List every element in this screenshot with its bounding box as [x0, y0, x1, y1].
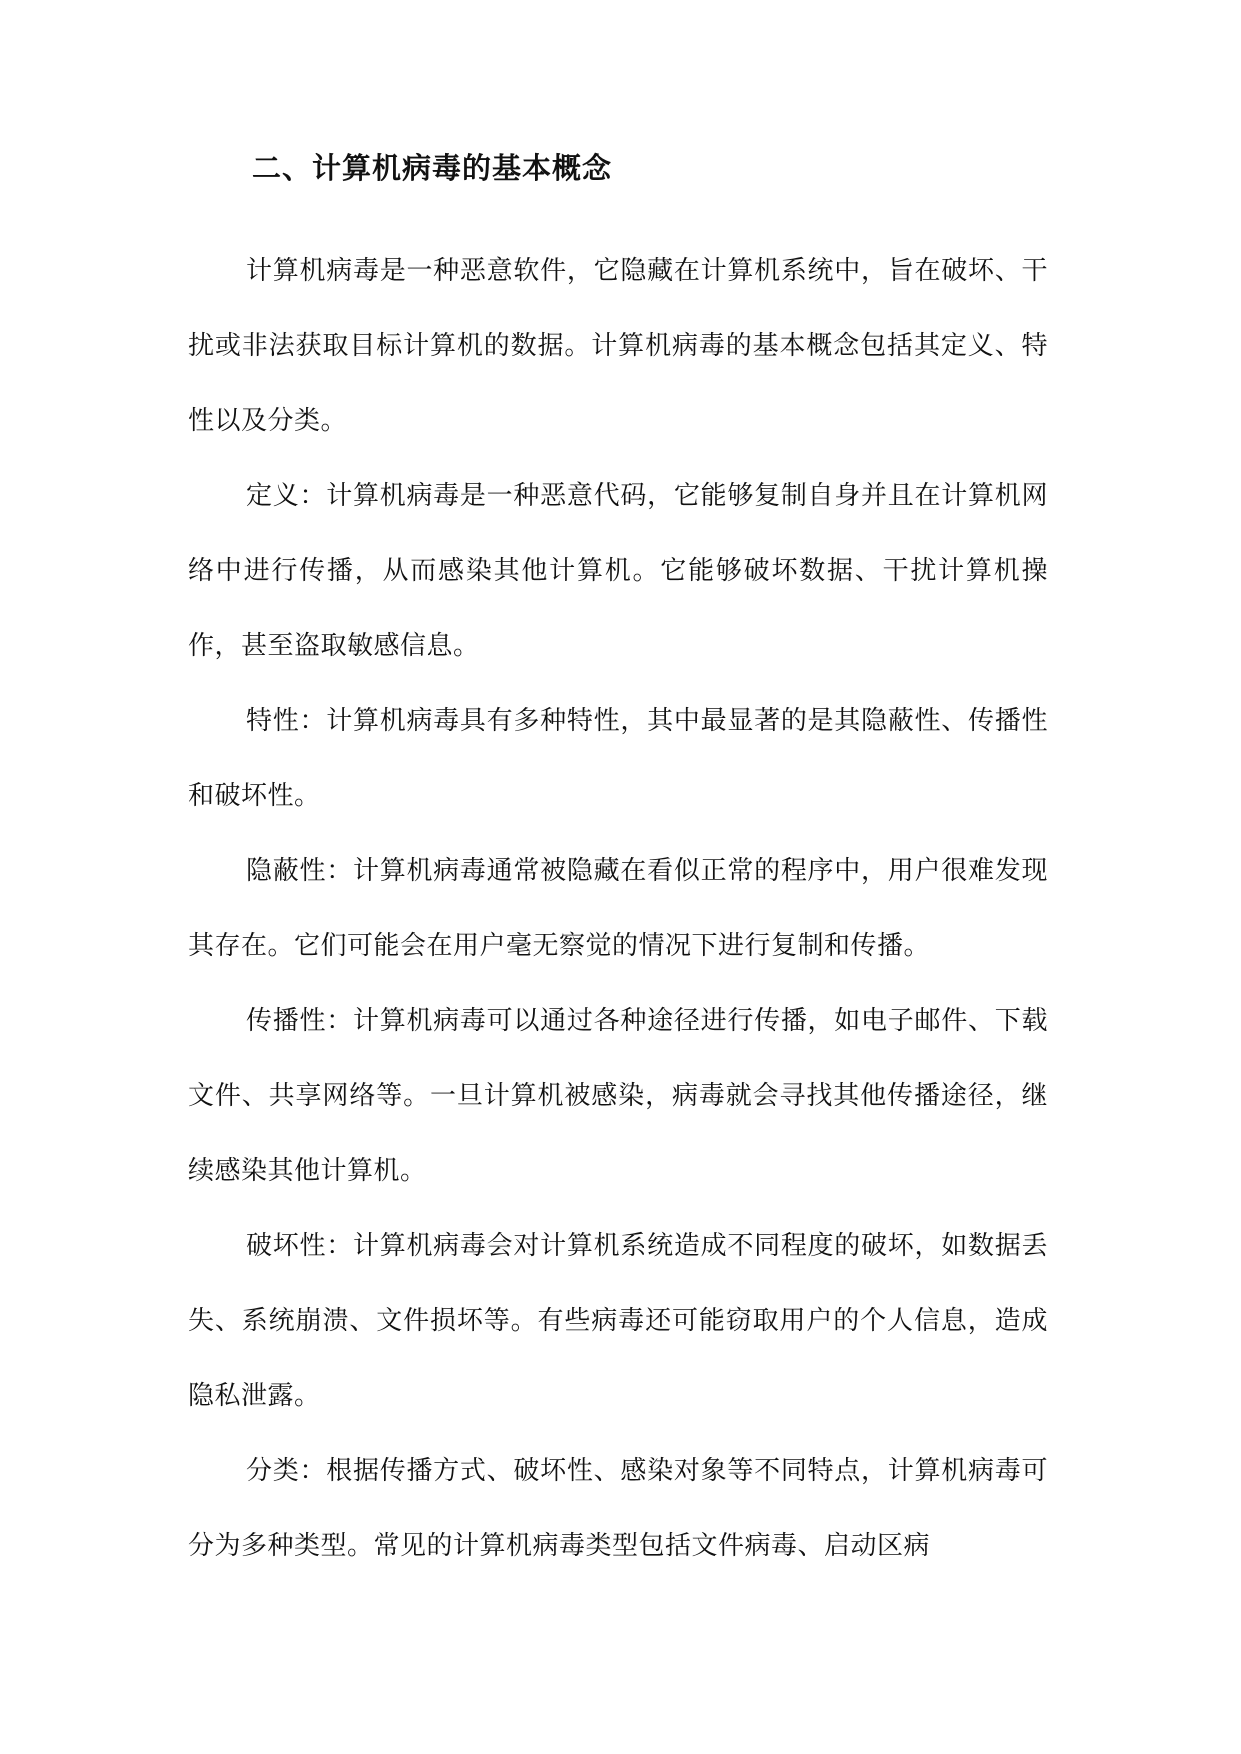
paragraph-characteristics: 特性：计算机病毒具有多种特性，其中最显著的是其隐蔽性、传播性和破坏性。 [188, 706, 1048, 811]
paragraph-destructiveness: 破坏性：计算机病毒会对计算机系统造成不同程度的破坏，如数据丢失、系统崩溃、文件损坏等。有些病毒还可能窃取用户的个人信息，造成隐私泄露。 [188, 1231, 1048, 1411]
paragraph-propagation: 传播性：计算机病毒可以通过各种途径进行传播，如电子邮件、下载文件、共享网络等。一旦计算机被感染，病毒就会寻找其他传播途径，继续感染其他计算机。 [188, 1006, 1048, 1186]
section-heading: 二、计算机病毒的基本概念 [252, 151, 613, 185]
paragraph-definition: 定义：计算机病毒是一种恶意代码，它能够复制自身并且在计算机网络中进行传播，从而感染其他计算机。它能够破坏数据、干扰计算机操作，甚至盗取敏感信息。 [188, 481, 1048, 661]
paragraph-stealth: 隐蔽性：计算机病毒通常被隐藏在看似正常的程序中，用户很难发现其存在。它们可能会在用户毫无察觉的情况下进行复制和传播。 [188, 856, 1048, 961]
body-text [188, 234, 1048, 1584]
paragraph-classification: 分类：根据传播方式、破坏性、感染对象等不同特点，计算机病毒可分为多种类型。常见的计算机病毒类型包括文件病毒、启动区病 [188, 1456, 1048, 1561]
paragraph-intro: 计算机病毒是一种恶意软件，它隐藏在计算机系统中，旨在破坏、干扰或非法获取目标计算机的数据。计算机病毒的基本概念包括其定义、特性以及分类。 [188, 256, 1048, 436]
